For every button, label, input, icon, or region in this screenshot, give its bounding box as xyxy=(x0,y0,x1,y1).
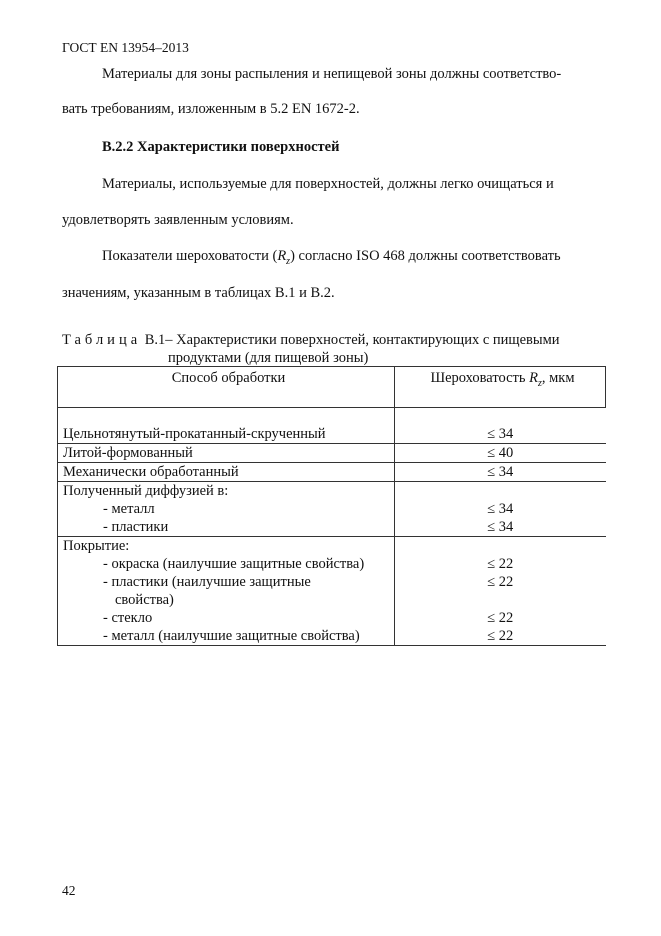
table-row-continued xyxy=(58,591,606,609)
method-cell: Механически обработанный xyxy=(58,463,395,482)
table-caption-text: В.1– Характеристики поверхностей, контактирующих с пищевыми xyxy=(144,332,560,348)
table-row xyxy=(58,463,606,482)
value-cell: ≤ 40 xyxy=(395,444,606,463)
table-row xyxy=(58,627,606,646)
value-cell: ≤ 22 xyxy=(395,627,606,646)
paragraph-line: Материалы, используемые для поверхностей, должны легко очищаться и xyxy=(102,176,554,192)
table-group-title xyxy=(58,482,606,501)
table-row xyxy=(58,444,606,463)
paragraph-line: удовлетворять заявленным условиям. xyxy=(62,212,294,228)
table-caption-continued: продуктами (для пищевой зоны) xyxy=(168,350,369,366)
method-cell: Цельнотянутый-прокатанный-скрученный xyxy=(58,425,395,444)
paragraph-line: Материалы для зоны распыления и непищевой зоны должны соответство- xyxy=(102,66,562,82)
paragraph-text: Показатели шероховатости ( xyxy=(102,248,278,264)
method-cell: Полученный диффузией в: xyxy=(58,482,395,501)
table-row xyxy=(58,555,606,573)
method-cell: Покрытие: xyxy=(58,537,395,556)
paragraph-line xyxy=(102,248,561,267)
method-cell: - стекло xyxy=(58,609,395,627)
value-cell: ≤ 22 xyxy=(395,609,606,627)
column-header-method: Способ обработки xyxy=(58,367,395,408)
header-text: , мкм xyxy=(541,370,575,386)
method-cell: - металл xyxy=(58,500,395,518)
table-row xyxy=(58,518,606,537)
value-cell: ≤ 34 xyxy=(395,463,606,482)
roughness-table xyxy=(57,366,606,646)
paragraph-text: ) согласно ISO 468 должны соответствовать xyxy=(290,248,561,264)
page-number: 42 xyxy=(62,883,76,898)
table-row xyxy=(58,500,606,518)
header-text: Шероховатость xyxy=(430,370,530,386)
method-cell: свойства) xyxy=(58,591,395,609)
value-cell: ≤ 34 xyxy=(395,500,606,518)
method-cell: - пластики (наилучшие защитные xyxy=(58,573,395,591)
document-header: ГОСТ EN 13954–2013 xyxy=(62,40,189,55)
value-cell: ≤ 34 xyxy=(395,518,606,537)
roughness-symbol: $R_z$ xyxy=(529,370,542,389)
table-row xyxy=(58,425,606,444)
method-cell: - металл (наилучшие защитные свойства) xyxy=(58,627,395,646)
section-heading: В.2.2 Характеристики поверхностей xyxy=(102,139,340,155)
roughness-symbol: $R_z$ xyxy=(277,248,291,267)
table-header-row xyxy=(58,367,606,408)
paragraph-line: значениям, указанным в таблицах В.1 и В.2. xyxy=(62,285,335,301)
value-cell: ≤ 22 xyxy=(395,555,606,573)
method-cell: - пластики xyxy=(58,518,395,537)
table-row xyxy=(58,573,606,591)
method-cell: - окраска (наилучшие защитные свойства) xyxy=(58,555,395,573)
method-cell: Литой-формованный xyxy=(58,444,395,463)
paragraph-line: вать требованиям, изложенным в 5.2 EN 1672-2. xyxy=(62,101,360,117)
table-spacer-row xyxy=(58,408,606,426)
value-cell: ≤ 22 xyxy=(395,573,606,591)
table-row xyxy=(58,609,606,627)
table-caption xyxy=(62,332,560,349)
table-caption-prefix: Таблица xyxy=(62,332,142,348)
column-header-roughness xyxy=(395,367,606,408)
table-group-title xyxy=(58,537,606,556)
value-cell: ≤ 34 xyxy=(395,425,606,444)
